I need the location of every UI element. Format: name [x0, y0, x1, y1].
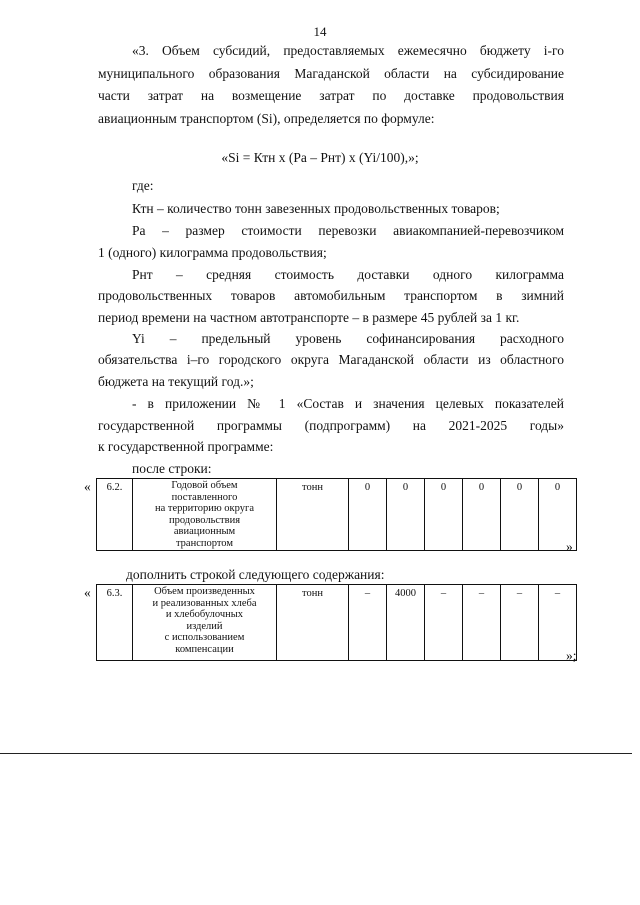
table-2-close-quote: »; [566, 648, 577, 663]
value-cell: – [463, 585, 501, 661]
paragraph-3-line-3: части затрат на возмещение затрат по доставке продовольствия [98, 88, 564, 103]
row-number: 6.2. [97, 479, 133, 551]
indicator-name-line: и хлебобулочных [165, 609, 244, 620]
rnt-definition-line-1: Рнт – средняя стоимость доставки одного килограмма [132, 267, 564, 282]
indicator-name-line: продовольствия [168, 514, 241, 526]
unit-cell: тонн [277, 585, 349, 661]
paragraph-3-line-4: авиационным транспортом (Si), определяется по формуле: [98, 111, 435, 126]
unit-cell: тонн [277, 479, 349, 551]
indicator-name [133, 479, 277, 551]
value-cell: 0 [387, 479, 425, 551]
value-cell: – [501, 585, 539, 661]
indicator-name [133, 585, 277, 661]
indicator-name-line: изделий [186, 620, 223, 632]
value-cell: – [349, 585, 387, 661]
indicator-name-line: и реализованных хлеба [152, 597, 257, 609]
paragraph-3-line-1: «3. Объем субсидий, предоставляемых ежемесячно бюджету i-го [132, 43, 564, 58]
value-cell: 0 [539, 479, 577, 551]
ra-definition-line-2: 1 (одного) килограмма продовольствия; [98, 245, 327, 260]
after-row-label: после строки: [132, 461, 212, 476]
ra-definition-line-1: Ра – размер стоимости перевозки авиакомпанией-перевозчиком [132, 223, 564, 238]
value-cell: – [539, 585, 577, 661]
value-cell: 0 [425, 479, 463, 551]
page-bottom-rule [0, 753, 632, 754]
table-1-open-quote: « [84, 479, 91, 494]
indicator-name-line: компенсации [175, 643, 234, 655]
indicator-name-line: на территорию округа [155, 503, 254, 514]
value-cell: 4000 [387, 585, 425, 661]
formula: «Si = Ктн х (Ра – Рнт) х (Yi/100),»; [221, 150, 419, 165]
rnt-definition-line-2: продовольственных товаров автомобильным транспортом в зимний [98, 288, 564, 303]
paragraph-3-line-2: муниципального образования Магаданской области на субсидирование [98, 66, 564, 81]
appendix-line-1: - в приложении № 1 «Состав и значения целевых показателей [132, 396, 564, 411]
add-row-label: дополнить строкой следующего содержания: [126, 567, 385, 582]
appendix-line-3: к государственной программе: [98, 439, 274, 454]
row-number: 6.3. [97, 585, 133, 661]
value-cell: – [425, 585, 463, 661]
page-number: 14 [313, 24, 327, 39]
table-2-open-quote: « [84, 585, 91, 600]
indicator-name-line: поставленного [171, 491, 238, 503]
value-cell: 0 [463, 479, 501, 551]
rnt-definition-line-3: период времени на частном автотранспорте – в размере 45 рублей за 1 кг. [98, 310, 520, 325]
table-1-close-quote: » [566, 539, 573, 554]
where-label: где: [132, 178, 154, 193]
appendix-line-2: государственной программы (подпрограмм) на 2021-2025 годы» [98, 418, 564, 433]
value-cell: 0 [349, 479, 387, 551]
yi-definition-line-2: обязательства i–го городского округа Магаданской области из областного [98, 352, 564, 367]
table-row-6-3 [96, 584, 577, 661]
indicator-name-line: Годовой объем [171, 480, 238, 491]
yi-definition-line-1: Yi – предельный уровень софинансирования расходного [132, 331, 564, 346]
indicator-name-line: Объем произведенных [154, 586, 255, 597]
indicator-name-line: транспортом [175, 537, 234, 549]
yi-definition-line-3: бюджета на текущий год.»; [98, 374, 254, 389]
indicator-name-line: авиационным [173, 526, 236, 537]
ktn-definition: Ктн – количество тонн завезенных продовольственных товаров; [132, 201, 500, 216]
value-cell: 0 [501, 479, 539, 551]
indicator-name-line: с использованием [164, 632, 245, 643]
table-row-6-2 [96, 478, 577, 551]
